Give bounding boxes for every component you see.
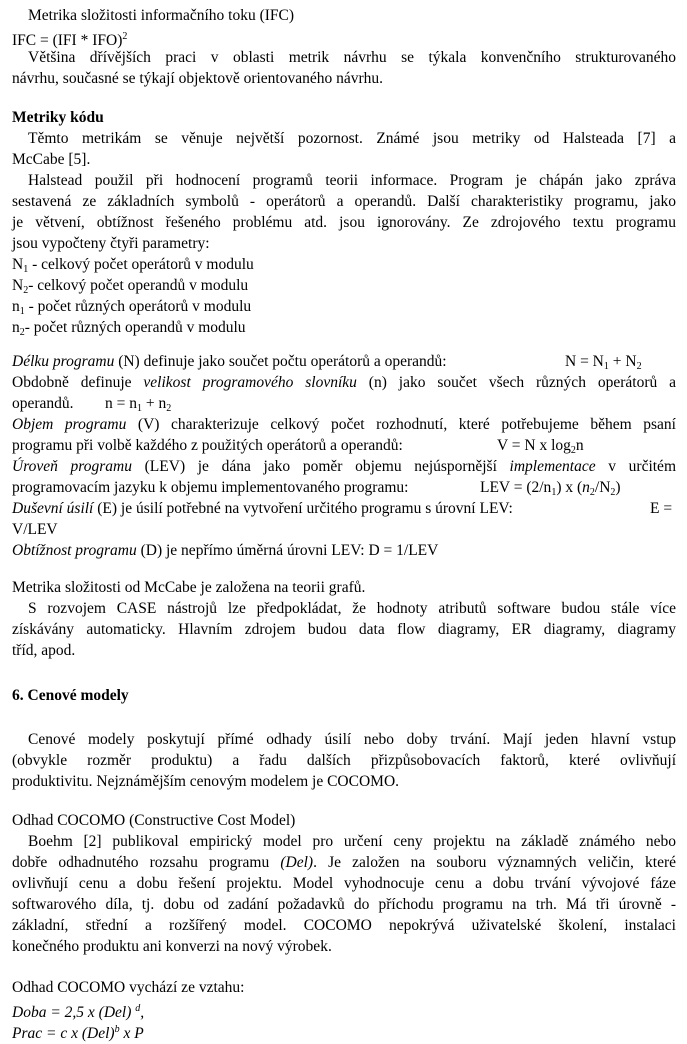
text-segment: programu při volbě každého z použitých operátorů a operandů: [12,437,403,454]
text-segment: Metriky kódu [12,109,104,126]
subscript: 1 [23,264,29,275]
text-segment: (obvykle rozměr produktu) a řadu dalších přizpůsobovacích faktorů, které ovlivňují [12,752,676,769]
text-segment: n [575,437,584,454]
text-segment: V = N x log [497,437,571,454]
text-segment: - počet různých operátorů v modulu [24,298,252,315]
italic-term: Délku programu [12,353,115,370]
italic-term: Doba = 2,5 x (Del) [12,1004,136,1021]
text-line [12,811,676,831]
text-segment: N [12,256,24,273]
text-segment: Metrika složitosti informačního toku (IFC) [28,7,295,24]
text-segment: sestavená ze základních symbolů - operátorů a operandů. Další charakteristiky programu, jako [12,193,676,210]
subscript: 2 [589,487,595,498]
text-line [12,1020,676,1044]
text-line [12,394,676,414]
subscript: 2 [610,487,616,498]
text-segment: n = n [105,395,137,412]
text-line [12,916,676,936]
text-segment: jsou vypočteny čtyři parametry: [12,235,210,252]
section-heading [12,686,676,706]
text-line [12,150,676,170]
text-segment: Těmto metrikám se věnuje největší pozornost. Známé jsou metriky od Halsteada [7] a [28,130,676,147]
text-line [12,895,676,915]
text-segment: N = N [565,353,604,370]
italic-term: n [582,479,590,496]
text-segment: (V) charakterizuje celkový počet rozhodnutí, které potřebujeme během psaní [126,416,676,433]
text-line [12,234,676,254]
text-segment: /N [594,479,611,496]
italic-term: Úroveň programu [12,458,132,475]
text-segment: S rozvojem CASE nástrojů lze předpokládat, že hodnoty atributů software budou stále více [28,600,676,617]
subscript: 2 [23,285,29,296]
text-line [12,171,676,191]
text-segment: V/LEV [12,521,58,538]
text-segment: n [12,298,20,315]
text-segment: N [12,277,24,294]
text-line [12,415,676,435]
text-segment: McCabe [5]. [12,151,91,168]
text-segment: získávány automaticky. Hlavním zdrojem budou data flow diagramy, ER diagramy, diagramy [12,621,676,638]
text-line [12,874,676,894]
superscript: b [114,1024,120,1035]
italic-term: (Del) [280,854,314,871]
italic-term: Duševní úsilí [12,500,94,517]
text-line [12,499,676,519]
italic-term: x P [119,1025,144,1042]
text-segment: - celkový počet operátorů v modulu [28,256,254,273]
text-segment: Obdobně definuje [12,374,144,391]
text-line [12,520,676,540]
text-segment: je větvení, obtížnost řešeného problému atd. jsou ignorovány. Ze zdrojového textu programu [12,214,676,231]
text-segment: tříd, apod. [12,642,76,659]
superscript: d [135,1003,141,1014]
text-segment: operandů. [12,395,74,412]
text-line [12,6,676,26]
italic-term: velikost programového slovníku [143,374,357,391]
text-segment: (E) je úsilí potřebné na vytvoření určitého programu s úrovní LEV: [93,500,513,517]
text-line [12,937,676,957]
text-line [12,457,676,477]
text-segment: konečného produktu ani konverzi na nový výrobek. [12,938,332,955]
text-line [12,832,676,852]
text-segment: - celkový počet operandů v modulu [28,277,249,294]
italic-term: Prac = c x (Del) [12,1025,115,1042]
text-line [12,578,676,598]
formula [650,499,672,519]
text-line [12,352,676,372]
text-segment: LEV = (2/n [480,479,552,496]
text-segment: dobře odhadnutého rozsahu programu [12,854,281,871]
italic-term: Objem programu [12,416,127,433]
subscript: 2 [636,361,642,372]
text-line [12,213,676,233]
text-line [12,478,676,498]
text-line [12,373,676,393]
subscript: 1 [603,361,609,372]
text-line [12,318,676,343]
subscript: 2 [166,403,172,414]
text-segment: programovacím jazyku k objemu implementovaného programu: [12,479,409,496]
italic-term: , [140,1004,145,1021]
text-segment: + N [608,353,637,370]
subscript: 2 [19,327,25,338]
text-line [12,599,676,619]
text-segment: Odhad COCOMO vychází ze vztahu: [12,979,245,996]
text-segment: . Je založen na souboru významných veličin, které [313,854,676,871]
text-line [12,129,676,149]
text-segment: Metrika složitosti od McCabe je založena na teorii grafů. [12,579,366,596]
section-heading [12,108,676,128]
text-line [12,772,676,792]
text-segment: (LEV) je dána jako poměr objemu nejúspornější [132,458,510,475]
text-line [12,620,676,640]
text-segment: Odhad COCOMO (Constructive Cost Model) [12,812,296,829]
text-segment: Halstead použil při hodnocení programů teorii informace. Program je chápán jako zpráva [28,172,676,189]
text-segment: n [12,319,20,336]
text-segment: v určitém [595,458,676,475]
text-segment: Boehm [2] publikoval empirický model pro určení ceny projektu na základě známého nebo [28,833,676,850]
text-segment: (n) jako součet všech různých operátorů a [356,374,677,391]
text-segment: základní, střední a rozšířený model. COCOMO nepokrývá uživatelské školení, instalaci [12,917,676,934]
subscript: 1 [137,403,142,414]
subscript: 1 [551,487,557,498]
text-line [12,48,676,68]
text-segment: - počet různých operandů v modulu [24,319,246,336]
text-segment: ) x ( [556,479,583,496]
text-segment: ) [615,479,621,496]
italic-term: Obtížnost programu [12,542,137,559]
text-line [12,853,676,873]
text-segment: 6. Cenové modely [12,687,129,704]
text-segment: ovlivňují cenu a dobu řešení projektu. Model vyhodnocuje cenu a dobu trvání vývojové fáze [12,875,676,892]
italic-term: implementace [509,458,596,475]
text-segment: Většina dřívějších praci v oblasti metrik návrhu se týkala konvenčního strukturovaného [28,49,676,66]
superscript: 2 [122,31,128,42]
text-segment: softwarového díla, tj. dobu od zadání požadavků do příchodu programu na trh. Má tři úrovně - [12,896,676,913]
text-segment: Cenové modely poskytují přímé odhady úsilí nebo doby trvání. Mají jeden hlavní vstup [28,731,676,748]
text-line [12,641,676,661]
subscript: 2 [570,445,576,456]
text-segment: IFC = (IFI * IFO) [12,32,123,49]
text-line [12,730,676,750]
text-segment: (D) je nepřímo úměrná úrovni LEV: D = 1/LEV [136,542,439,559]
text-segment: E = [650,500,673,517]
text-segment: (N) definuje jako součet počtu operátorů a operandů: [114,353,447,370]
text-line [12,436,676,456]
subscript: 1 [19,306,25,317]
text-line [12,751,676,771]
text-line [12,192,676,212]
text-segment: + n [142,395,167,412]
text-line [12,541,676,561]
text-segment: návrhu, současné se týkají objektově orientovaného návrhu. [12,70,384,87]
text-segment: produktivitu. Nejznámějším cenovým modelem je COCOMO. [12,773,400,790]
text-line [12,978,676,998]
text-line [12,69,676,89]
